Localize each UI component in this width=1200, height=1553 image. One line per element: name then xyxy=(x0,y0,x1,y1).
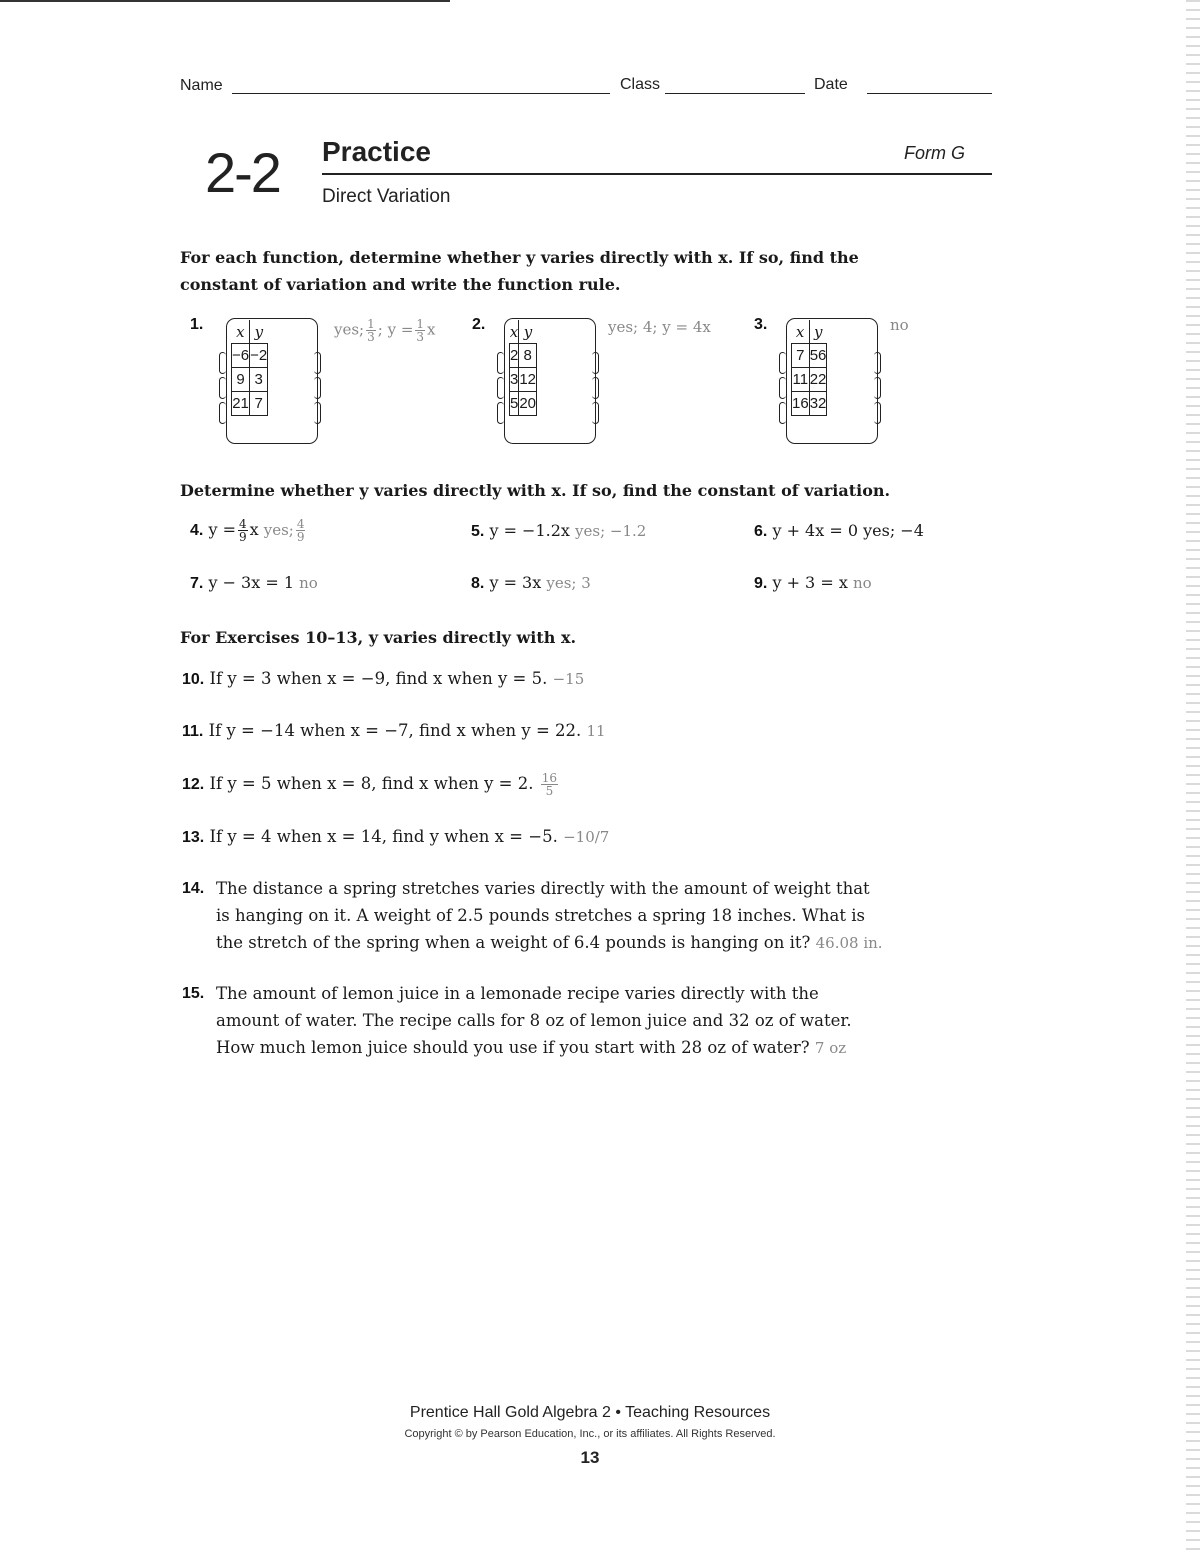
question-text: If y = 5 when x = 8, find x when y = 2. xyxy=(209,774,534,793)
table-cell: −6 xyxy=(232,344,250,368)
item-12 xyxy=(182,770,560,798)
problem-number: 11. xyxy=(182,723,204,740)
frac-den: 9 xyxy=(296,530,305,544)
frac-num: 1 xyxy=(416,317,425,331)
frac-num: 1 xyxy=(367,317,375,331)
item-7 xyxy=(190,573,318,593)
word-problem-14 xyxy=(182,875,922,957)
table-header-x: x xyxy=(510,320,519,344)
item-8 xyxy=(471,573,591,593)
frac-num: 16 xyxy=(541,771,558,785)
answer-text: 7 oz xyxy=(814,1039,847,1057)
footer-title: Prentice Hall Gold Algebra 2 • Teaching Resources xyxy=(409,1404,771,1421)
item-6 xyxy=(754,521,924,541)
table-cell: 7 xyxy=(792,344,810,368)
answer-text: ; y = xyxy=(377,320,414,339)
table-cell: 16 xyxy=(792,392,810,416)
table-cell: 5 xyxy=(510,392,519,416)
question-text: If y = 3 when x = −9, find x when y = 5. xyxy=(209,669,548,688)
frac-num: 4 xyxy=(238,517,247,531)
lesson-number: 2-2 xyxy=(205,141,280,204)
question-line: The amount of lemon juice in a lemonade recipe varies directly with the xyxy=(216,984,819,1003)
table-cell: 22 xyxy=(809,368,827,392)
item-11 xyxy=(182,717,606,745)
answer-1 xyxy=(334,318,436,343)
answer-text: 46.08 in. xyxy=(815,934,883,952)
word-problem-15 xyxy=(182,980,922,1062)
class-label: Class xyxy=(620,76,661,93)
problem-number: 6. xyxy=(754,523,768,540)
item-4 xyxy=(190,518,307,543)
problem-number: 9. xyxy=(754,575,768,592)
problem-number: 14. xyxy=(182,880,205,897)
frac-den: 3 xyxy=(416,330,425,344)
problem-number: 1. xyxy=(190,316,204,333)
answer-text: yes; −1.2 xyxy=(575,522,647,540)
table-header-y: y xyxy=(250,320,268,344)
problem-number: 10. xyxy=(182,671,205,688)
equation-text: y − 3x = 1 xyxy=(208,573,295,592)
item-13 xyxy=(182,823,609,851)
scan-top-line xyxy=(0,0,450,2)
problem-number: 3. xyxy=(754,316,768,333)
answer-text: yes; xyxy=(263,521,294,539)
page-title: Practice xyxy=(322,136,431,167)
section3-instructions: For Exercises 10–13, y varies directly with x. xyxy=(180,628,577,647)
problem-number: 8. xyxy=(471,575,485,592)
frac-den: 3 xyxy=(367,330,375,344)
page-subtitle: Direct Variation xyxy=(322,186,451,207)
item-5 xyxy=(471,521,646,541)
table-cell: −2 xyxy=(250,344,268,368)
section1-instructions: For each function, determine whether y varies directly with x. If so, find the constant of variation and write the function rule. xyxy=(180,248,859,294)
equation-text: y = −1.2x xyxy=(489,521,570,540)
question-text: If y = 4 when x = 14, find y when x = −5. xyxy=(209,827,558,846)
problem-number: 15. xyxy=(182,985,205,1002)
table-cell: 3 xyxy=(250,368,268,392)
date-field[interactable] xyxy=(867,93,992,94)
frac-den: 9 xyxy=(238,530,247,544)
equation-text: x xyxy=(249,520,259,539)
answer-text: 11 xyxy=(586,722,606,740)
footer-copyright: Copyright © by Pearson Education, Inc., or its affiliates. All Rights Reserved. xyxy=(404,1428,776,1440)
equation-text: y + 3 = x xyxy=(772,573,848,592)
table-cell: 2 xyxy=(510,344,519,368)
problem-number: 13. xyxy=(182,829,205,846)
question-line: is hanging on it. A weight of 2.5 pounds stretches a spring 18 inches. What is xyxy=(216,906,865,925)
frac-den: 5 xyxy=(545,784,554,798)
table-cell: 9 xyxy=(232,368,250,392)
answer-text: x xyxy=(427,320,436,339)
answer-text: yes; −4 xyxy=(863,521,924,540)
answer-3: no xyxy=(890,316,909,334)
table-cell: 12 xyxy=(519,368,537,392)
question-line: The distance a spring stretches varies directly with the amount of weight that xyxy=(216,879,870,898)
problem-number: 4. xyxy=(190,522,204,539)
problem-number: 7. xyxy=(190,575,204,592)
section2-instructions: Determine whether y varies directly with x. If so, find the constant of variation. xyxy=(180,481,891,500)
name-label: Name xyxy=(180,77,223,94)
frac-num: 4 xyxy=(296,517,305,531)
answer-text: −15 xyxy=(552,670,585,688)
question-line: How much lemon juice should you use if you start with 28 oz of water? xyxy=(216,1038,810,1057)
table-cell: 8 xyxy=(519,344,537,368)
table-cell: 7 xyxy=(250,392,268,416)
problem-number: 12. xyxy=(182,776,205,793)
class-field[interactable] xyxy=(665,93,805,94)
scan-edge xyxy=(1186,0,1200,1553)
table-cell: 11 xyxy=(792,368,810,392)
table-cell: 56 xyxy=(809,344,827,368)
question-text: If y = −14 when x = −7, find x when y = 22. xyxy=(208,721,582,740)
answer-text: yes; 3 xyxy=(546,574,591,592)
item-9 xyxy=(754,573,872,593)
problem-number: 2. xyxy=(472,316,486,333)
answer-text: −10/7 xyxy=(563,828,610,846)
problem-number: 5. xyxy=(471,523,485,540)
table-cell: 32 xyxy=(809,392,827,416)
table-header-y: y xyxy=(519,320,537,344)
page-number: 13 xyxy=(580,1448,600,1467)
equation-text: y = 3x xyxy=(489,573,542,592)
item-10 xyxy=(182,665,584,693)
equation-text: y = xyxy=(208,520,236,539)
form-label: Form G xyxy=(904,143,965,163)
answer-text: yes; xyxy=(334,320,365,339)
table-cell: 20 xyxy=(519,392,537,416)
table-header-x: x xyxy=(232,320,250,344)
date-label: Date xyxy=(814,76,848,93)
equation-text: y + 4x = 0 xyxy=(772,521,859,540)
question-line: amount of water. The recipe calls for 8 oz of lemon juice and 32 oz of water. xyxy=(216,1011,852,1030)
answer-text: no xyxy=(299,574,318,592)
answer-text: no xyxy=(852,574,872,592)
name-field[interactable] xyxy=(232,93,610,94)
answer-2: yes; 4; y = 4x xyxy=(608,318,711,336)
table-cell: 3 xyxy=(510,368,519,392)
table-cell: 21 xyxy=(232,392,250,416)
table-header-y: y xyxy=(809,320,827,344)
title-rule xyxy=(322,173,992,175)
table-header-x: x xyxy=(792,320,810,344)
question-line: the stretch of the spring when a weight of 6.4 pounds is hanging on it? xyxy=(216,933,811,952)
